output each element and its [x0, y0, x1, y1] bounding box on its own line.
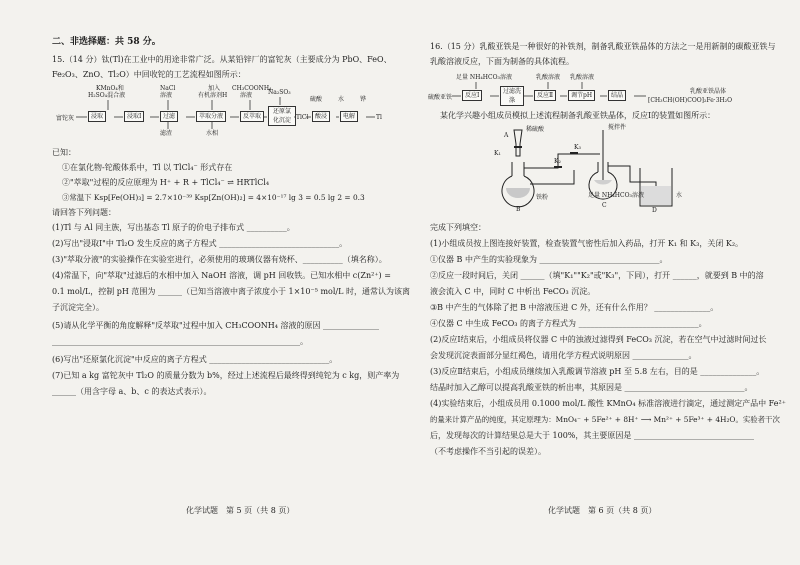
- page-5-footer: 化学试题 第 5 页（共 8 页）: [186, 506, 295, 515]
- flow-label-sulfuric: 硫酸: [310, 96, 323, 103]
- apparatus-label-nh4hco3: 足量 NH₄HCO₃溶液: [588, 192, 644, 199]
- flow-label-tl: Tl: [376, 114, 382, 121]
- q15-item-4b: 0.1 mol/L，控制 pH 范围为 ______（已知当溶液中离子浓度小于 1×10⁻⁵ mol/L 时，通常认为该离: [52, 287, 410, 296]
- flow-box-reaction-2: 反应Ⅱ: [534, 90, 556, 101]
- apparatus-label-water: 水: [676, 192, 683, 199]
- flow-label-aqueous: 水相: [206, 130, 219, 137]
- q16-item-3b: 结晶时加入乙醇可以提高乳酸亚铁的析出率，其原因是 ______________________________。: [430, 383, 753, 392]
- flow-label-zinc: 铧: [360, 96, 367, 103]
- flow-label-tlcl: TlCl: [296, 114, 309, 121]
- q16-item-1-1: ①仪器 B 中产生的实验现象为 ______________________________。: [430, 255, 668, 264]
- q16-item-2a: (2)反应Ⅰ结束后，小组成员将仪器 C 中的浊液过滤得到 FeCO₃ 沉淀，若在空气中过滤时间过长: [430, 335, 767, 344]
- apparatus-label-iron: 铁粉: [536, 194, 549, 201]
- flow-start-feso4: 硫酸亚铁: [428, 94, 453, 101]
- flow-box-leach: 浸取: [88, 111, 106, 122]
- q16-intro-2: 乳酸溶液反应，下面为制备的具体流程。: [430, 57, 574, 66]
- flow-box-leach-1: 浸取Ⅰ: [124, 111, 144, 122]
- flow-product-formula: [CH₃CH(OH)COO]₂Fe·3H₂O: [648, 97, 733, 104]
- known-heading: 已知：: [52, 148, 76, 157]
- apparatus-drawing: [490, 122, 700, 214]
- flow-label-lactic-1: 乳酸溶液: [536, 74, 561, 81]
- flow-box-extract: 萃取分液: [196, 111, 226, 122]
- apparatus-label-acid: 稀硫酸: [526, 126, 545, 133]
- flow-box-reaction-1: 反应Ⅰ: [462, 90, 482, 101]
- flow-label-ch3coonh4-solution: 溶液: [240, 92, 253, 99]
- q15-item-4c: 子沉淀完全）。: [52, 303, 104, 312]
- apparatus-label-a: A: [504, 132, 509, 139]
- q16-item-1-2b: 液会流入 C 中，同时 C 中析出 FeCO₃ 沉淀。: [430, 287, 596, 296]
- flow-label-nacl: NaCl: [160, 85, 176, 92]
- setup-intro: 某化学兴趣小组成员模拟上述流程制备乳酸亚铁晶体，反应Ⅰ的装置如图所示：: [440, 111, 716, 120]
- page-6-footer: 化学试题 第 6 页（共 8 页）: [548, 506, 657, 515]
- flow-box-acid-leach: 酸浸: [312, 111, 330, 122]
- flow-label-ch3coonh4: CH₃COONH₄: [232, 85, 272, 92]
- q15-item-7b: ______（用含字母 a、b、c 的表达式表示）。: [52, 387, 212, 396]
- q16-item-4d: （不考虑操作不当引起的误差）。: [430, 447, 546, 456]
- apparatus-label-k3: K₃: [574, 144, 581, 151]
- apparatus-label-stirrer: 搅拌件: [608, 124, 627, 131]
- flow-box-crystallize: 结晶: [608, 90, 626, 101]
- flow-label-water: 水: [338, 96, 345, 103]
- q16-item-2b: 会发现沉淀表面部分显红褐色，请用化学方程式说明原因 ______________。: [430, 351, 697, 360]
- q16-item-3a: (3)反应Ⅱ结束后，小组成员继续加入乳酸调节溶液 pH 至 5.8 左右，目的是 ______________。: [430, 367, 765, 376]
- q15-intro-1: 15.（14 分）钛(Tl)在工业中的用途非常广泛。从某铅锌厂的富铊灰（主要成分为 PbO、FeO、: [52, 55, 392, 64]
- apparatus-label-k1: K₁: [494, 150, 501, 157]
- known-fact-1: ①在氯化物-铊酸体系中，Tl 以 TlCl₄⁻ 形式存在: [62, 163, 233, 172]
- flow-product-label: 乳酸亚铁晶体: [690, 88, 727, 95]
- flow-label-lactic-2: 乳酸溶液: [570, 74, 595, 81]
- flow-box-adjust-ph: 调节pH: [568, 90, 595, 101]
- q15-item-3: (3)"萃取分液"的实验操作在实验室进行，必须使用的玻璃仪器有烧杯、__________（填名称）。: [52, 255, 387, 264]
- flow-label-organic: 有机溶剂H: [198, 92, 228, 99]
- q15-prompt: 请回答下列问题：: [52, 208, 116, 217]
- flow-label-nacl-solution: 溶液: [160, 92, 173, 99]
- q15-intro-2: Fe₂O₃、ZnO、Tl₂O）中回收铊的工艺流程如图所示：: [52, 70, 246, 79]
- apparatus-label-d: D: [652, 207, 657, 214]
- q16-instruction: 完成下列填空：: [430, 223, 486, 232]
- q15-item-5a: (5)请从化学平衡的角度解释"反萃取"过程中加入 CH₃COONH₄ 溶液的原因 ______________: [52, 321, 380, 330]
- q15-item-5b: ______________________________________________________________。: [52, 337, 308, 346]
- flow-label-h2so4: H₂SO₄混合液: [88, 92, 126, 99]
- flow-label-add: 加入: [208, 85, 221, 92]
- apparatus-diagram: [490, 122, 700, 214]
- flow-label-na2so3: Na₂SO₃: [268, 89, 291, 96]
- q16-intro-1: 16.（15 分）乳酸亚铁是一种很好的补铁剂，制备乳酸亚铁晶体的方法之一是用新制的碳酸亚铁与: [430, 42, 776, 51]
- flow-box-filter: 过滤: [160, 111, 178, 122]
- q16-item-4c: 后，发现每次的计算结果总是大于 100%，其主要原因是 ______________________________: [430, 431, 754, 440]
- apparatus-label-k2: K₂: [554, 158, 561, 165]
- flow-label-nh4hco3: 足量 NH₄HCO₃溶液: [456, 74, 512, 81]
- q15-item-7a: (7)已知 a kg 富铊灰中 Tl₂O 的质量分数为 b%，经过上述流程后最终得到纯铊为 c kg，则产率为: [52, 371, 400, 380]
- apparatus-label-b: B: [516, 206, 521, 213]
- q16-item-4a: (4)实验结束后，小组成员用 0.1000 mol/L 酸性 KMnO₄ 标准溶液进行滴定，通过测定产品中 Fe²⁺: [430, 399, 786, 408]
- q16-item-1-4: ④仪器 C 中生成 FeCO₃ 的离子方程式为 ______________________________。: [430, 319, 707, 328]
- flow-start-label: 富铊灰: [56, 115, 75, 122]
- flow-box-back-extract: 反萃取: [240, 111, 264, 122]
- flow-box-reduce-chlorinate: 还原氯化沉淀: [268, 106, 296, 126]
- q15-item-4a: (4)常温下，向"萃取"过滤后的水相中加入 NaOH 溶液，调 pH 回收铁。已知水相中 c(Zn²⁺) =: [52, 271, 391, 280]
- q15-item-6: (6)写出"还原氯化沉淀"中反应的离子方程式 ______________________________。: [52, 355, 338, 364]
- q15-item-2: (2)写出"浸取Ⅰ"中 Tl₂O 发生反应的离子方程式 ______________________________。: [52, 239, 348, 248]
- q15-item-1: (1)Tl 与 Al 同主族，写出基态 Tl 原子的价电子排布式 __________。: [52, 223, 295, 232]
- flow-label-residue: 滤渣: [160, 130, 173, 137]
- q16-item-1-3: ③B 中产生的气体除了把 B 中溶液压进 C 外，还有什么作用？ ______________。: [430, 303, 719, 312]
- q16-item-4b: 的量来计算产品的纯度，其定原理为：MnO₄⁻ + 5Fe²⁺ + 8H⁺ ⟶ Mn²⁺ + 5Fe³⁺ + 4H₂O。实验者干次: [430, 415, 780, 424]
- section-heading: 二、非选择题：共 58 分。: [52, 37, 161, 47]
- known-fact-3: ③常温下 Ksp[Fe(OH)₃] = 2.7×10⁻³⁹ Ksp[Zn(OH)₂] = 4×10⁻¹⁷ lg 3 = 0.5 lg 2 = 0.3: [62, 193, 365, 202]
- q16-item-1: (1)小组成员按上图连接好装置，检查装置气密性后加入药品，打开 K₁ 和 K₃，关闭 K₂。: [430, 239, 744, 248]
- known-fact-2: ②"萃取"过程的反应原理为 H⁺ + R + TlCl₄⁻ ⇌ HRTlCl₄: [62, 178, 270, 187]
- flow-label-kmno4: KMnO₄和: [96, 85, 124, 92]
- flow-box-electrolysis: 电解: [340, 111, 358, 122]
- q16-item-1-2a: ②反应一段时间后，关闭 ______（填"K₁""K₂"或"K₃"，下同），打开 ______，就要到 B 中的溶: [430, 271, 764, 280]
- page-6: [400, 0, 800, 565]
- q16-flow-arrows: [400, 0, 800, 565]
- apparatus-label-c: C: [602, 202, 607, 209]
- flow-box-filter-wash: 过滤洗涤: [500, 86, 524, 106]
